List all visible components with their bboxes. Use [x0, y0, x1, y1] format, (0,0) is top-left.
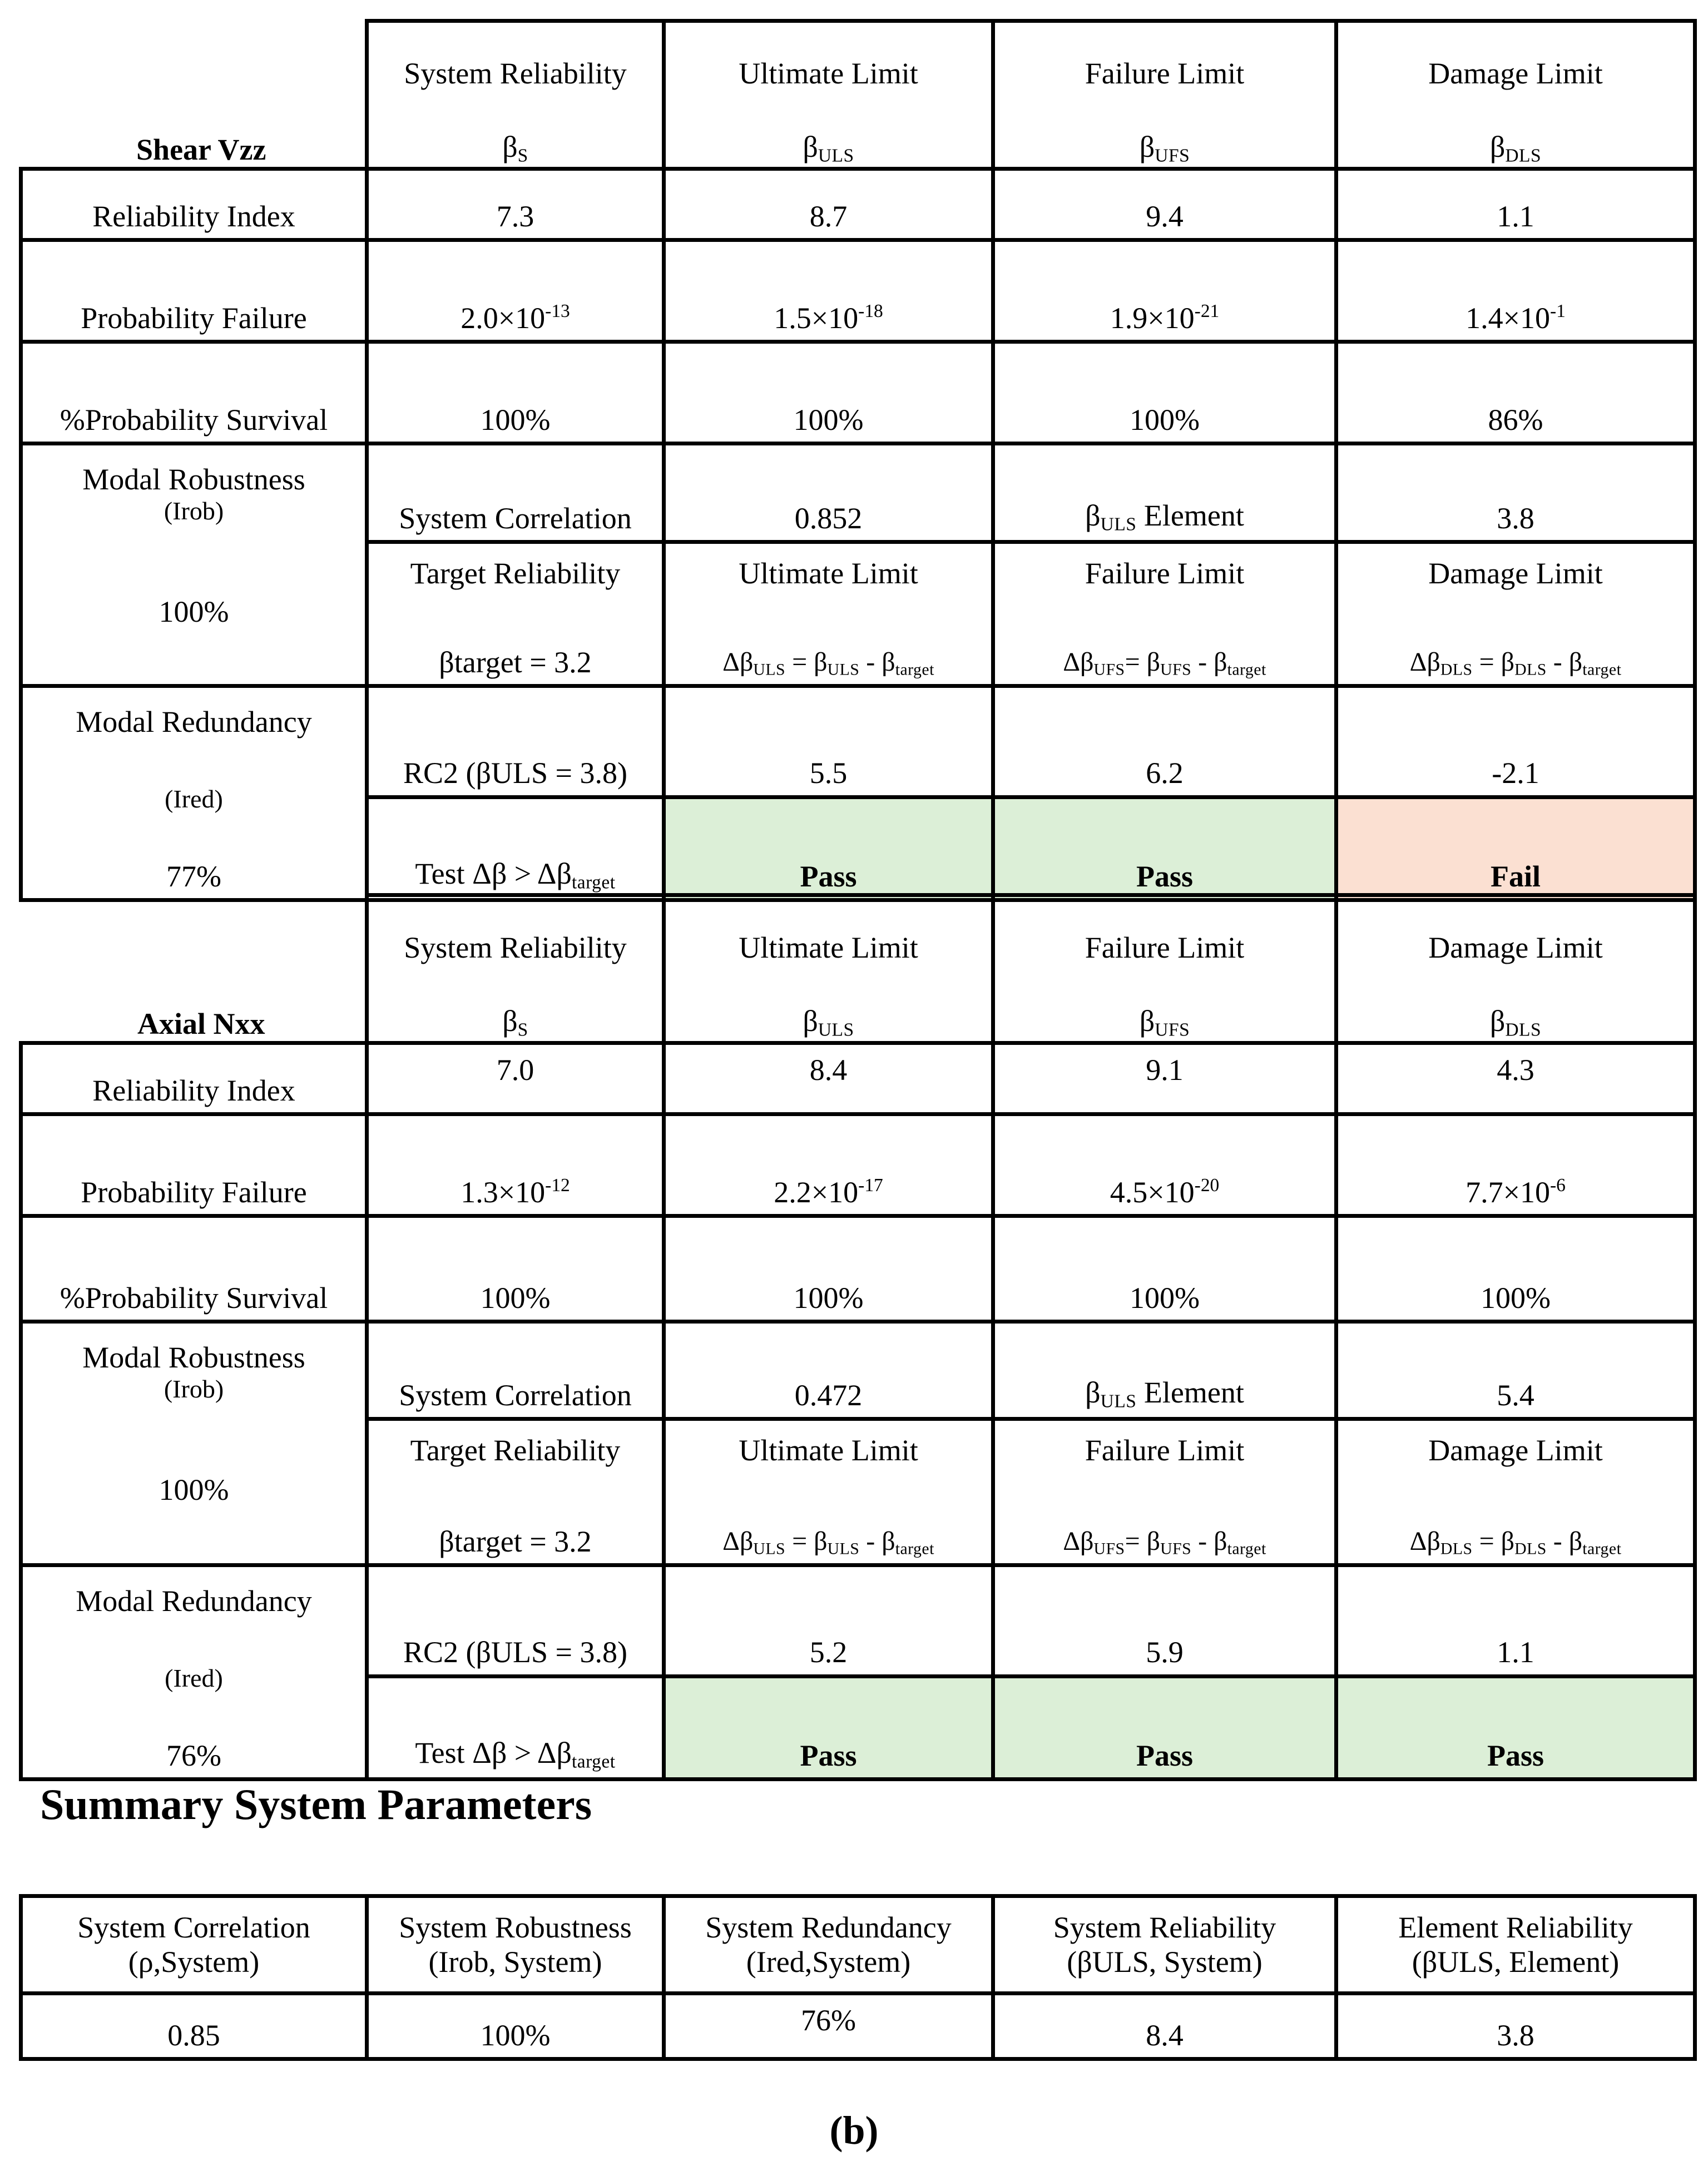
uls-element-label: $\beta_{ULS}$ Element	[993, 1321, 1336, 1419]
rc2-value: 5.5	[664, 686, 993, 797]
rc2-value: -2.1	[1336, 686, 1695, 797]
rc2-value: 6.2	[993, 686, 1336, 797]
rc2-value: 5.2	[664, 1565, 993, 1676]
rc2-label: RC2 (βULS = 3.8)	[367, 1565, 664, 1676]
system-correlation-label: System Correlation	[367, 443, 664, 542]
target-reliability-cell: Target Reliability βtarget = 3.2	[367, 1419, 664, 1565]
row-probability-survival	[21, 1216, 1695, 1321]
cell-value: $7.7\times 10^{-6}$	[1336, 1114, 1695, 1216]
shear-vzz-table	[19, 19, 1697, 902]
header-system-reliability: System Reliability $\beta_S$	[367, 21, 664, 169]
axial-nxx-table	[19, 893, 1697, 1781]
modal-robustness-value: 100%	[159, 1473, 229, 1506]
test-result-pass: Pass	[1336, 1676, 1695, 1779]
system-correlation-value: 0.852	[664, 443, 993, 542]
cell-value: $1.9\times 10^{-21}$	[993, 240, 1336, 341]
section-title-axial: Axial Nxx	[137, 1007, 265, 1040]
uls-element-value: 5.4	[1336, 1321, 1695, 1419]
target-ufs-cell: Failure Limit $\Delta\beta_{UFS}= \beta_{UFS} - \beta_{target}$	[993, 542, 1336, 686]
row-label: %Probability Survival	[21, 341, 367, 443]
modal-redundancy-cell: Modal Redundancy (Ired) 77%	[21, 686, 367, 900]
cell-value: 100%	[664, 341, 993, 443]
rc2-value: 1.1	[1336, 1565, 1695, 1676]
test-result-pass: Pass	[993, 797, 1336, 900]
row-label: Reliability Index	[21, 168, 367, 240]
cell-value: 100%	[367, 341, 664, 443]
cell-value: $1.4\times 10^{-1}$	[1336, 240, 1695, 341]
cell-value: $1.5\times 10^{-18}$	[664, 240, 993, 341]
row-reliability-index	[21, 168, 1695, 240]
summary-title: Summary System Parameters	[40, 1780, 592, 1828]
cell-value: $2.0\times 10^{-13}$	[367, 240, 664, 341]
header-damage-limit: Damage Limit $\beta_{DLS}$	[1336, 895, 1695, 1043]
cell-value: 86%	[1336, 341, 1695, 443]
cell-value: 9.1	[993, 1043, 1336, 1114]
cell-value: 7.0	[367, 1043, 664, 1114]
row-probability-failure	[21, 240, 1695, 341]
cell-value: 100%	[993, 1216, 1336, 1321]
row-label: Probability Failure	[21, 240, 367, 341]
test-result-fail: Fail	[1336, 797, 1695, 900]
modal-redundancy-value: 76%	[166, 1738, 221, 1772]
summary-table-frame	[19, 1894, 1697, 2061]
test-label: Test $\Delta\beta > \Delta\beta_{target}$	[367, 1676, 664, 1779]
modal-robustness-value: 100%	[159, 594, 229, 628]
row-probability-failure	[21, 1114, 1695, 1216]
summary-value: 0.85	[21, 1994, 367, 2059]
target-uls-cell: Ultimate Limit $\Delta\beta_{ULS} = \beta_{ULS} - \beta_{target}$	[664, 1419, 993, 1565]
summary-header-element-reliability: Element Reliability (βULS, Element)	[1336, 1896, 1695, 1994]
target-uls-cell: Ultimate Limit $\Delta\beta_{ULS} = \beta_{ULS} - \beta_{target}$	[664, 542, 993, 686]
summary-header-correlation: System Correlation (ρ,System)	[21, 1896, 367, 1994]
header-system-reliability: System Reliability $\beta_S$	[367, 895, 664, 1043]
modal-redundancy-value: 77%	[166, 859, 221, 893]
target-dls-cell: Damage Limit $\Delta\beta_{DLS} = \beta_{DLS} - \beta_{target}$	[1336, 1419, 1695, 1565]
cell-value: 100%	[367, 1216, 664, 1321]
header-damage-limit: Damage Limit $\beta_{DLS}$	[1336, 21, 1695, 169]
section-title-shear: Shear Vzz	[136, 132, 266, 166]
cell-value: $4.5\times 10^{-20}$	[993, 1114, 1336, 1216]
header-ultimate-limit: Ultimate Limit $\beta_{ULS}$	[664, 21, 993, 169]
modal-robustness-cell: Modal Robustness (Irob) 100%	[21, 443, 367, 686]
rc2-label: RC2 (βULS = 3.8)	[367, 686, 664, 797]
header-ultimate-limit: Ultimate Limit $\beta_{ULS}$	[664, 895, 993, 1043]
cell-value: 8.4	[664, 1043, 993, 1114]
test-result-pass: Pass	[664, 797, 993, 900]
cell-value: 1.1	[1336, 168, 1695, 240]
figure-caption: (b)	[829, 2108, 879, 2153]
modal-redundancy-cell: Modal Redundancy (Ired) 76%	[21, 1565, 367, 1779]
summary-header-redundancy: System Redundancy (Ired,System)	[664, 1896, 993, 1994]
cell-value: 100%	[664, 1216, 993, 1321]
cell-value: $1.3\times 10^{-12}$	[367, 1114, 664, 1216]
cell-value: 7.3	[367, 168, 664, 240]
summary-header-system-reliability: System Reliability (βULS, System)	[993, 1896, 1336, 1994]
cell-value: 100%	[1336, 1216, 1695, 1321]
target-ufs-cell: Failure Limit $\Delta\beta_{UFS}= \beta_{UFS} - \beta_{target}$	[993, 1419, 1336, 1565]
row-label: %Probability Survival	[21, 1216, 367, 1321]
header-failure-limit: Failure Limit $\beta_{UFS}$	[993, 895, 1336, 1043]
cell-value: 8.7	[664, 168, 993, 240]
test-result-pass: Pass	[993, 1676, 1336, 1779]
summary-value: 100%	[367, 1994, 664, 2059]
uls-element-value: 3.8	[1336, 443, 1695, 542]
summary-value: 8.4	[993, 1994, 1336, 2059]
cell-value: $2.2\times 10^{-17}$	[664, 1114, 993, 1216]
cell-value: 4.3	[1336, 1043, 1695, 1114]
test-label: Test $\Delta\beta > \Delta\beta_{target}$	[367, 797, 664, 900]
system-correlation-label: System Correlation	[367, 1321, 664, 1419]
uls-element-label: $\beta_{ULS}$ Element	[993, 443, 1336, 542]
cell-value: 9.4	[993, 168, 1336, 240]
summary-value: 3.8	[1336, 1994, 1695, 2059]
shear-vzz-table-frame	[19, 19, 1697, 902]
row-label: Probability Failure	[21, 1114, 367, 1216]
rc2-value: 5.9	[993, 1565, 1336, 1676]
summary-header-robustness: System Robustness (Irob, System)	[367, 1896, 664, 1994]
test-result-pass: Pass	[664, 1676, 993, 1779]
row-probability-survival	[21, 341, 1695, 443]
header-failure-limit: Failure Limit $\beta_{UFS}$	[993, 21, 1336, 169]
system-correlation-value: 0.472	[664, 1321, 993, 1419]
summary-value: 76%	[664, 1994, 993, 2059]
axial-nxx-table-frame	[19, 893, 1697, 1781]
cell-value: 100%	[993, 341, 1336, 443]
row-reliability-index	[21, 1043, 1695, 1114]
row-label: Reliability Index	[21, 1043, 367, 1114]
target-reliability-cell: Target Reliability βtarget = 3.2	[367, 542, 664, 686]
summary-table	[19, 1894, 1697, 2061]
modal-robustness-cell: Modal Robustness (Irob) 100%	[21, 1321, 367, 1565]
target-dls-cell: Damage Limit $\Delta\beta_{DLS} = \beta_{DLS} - \beta_{target}$	[1336, 542, 1695, 686]
